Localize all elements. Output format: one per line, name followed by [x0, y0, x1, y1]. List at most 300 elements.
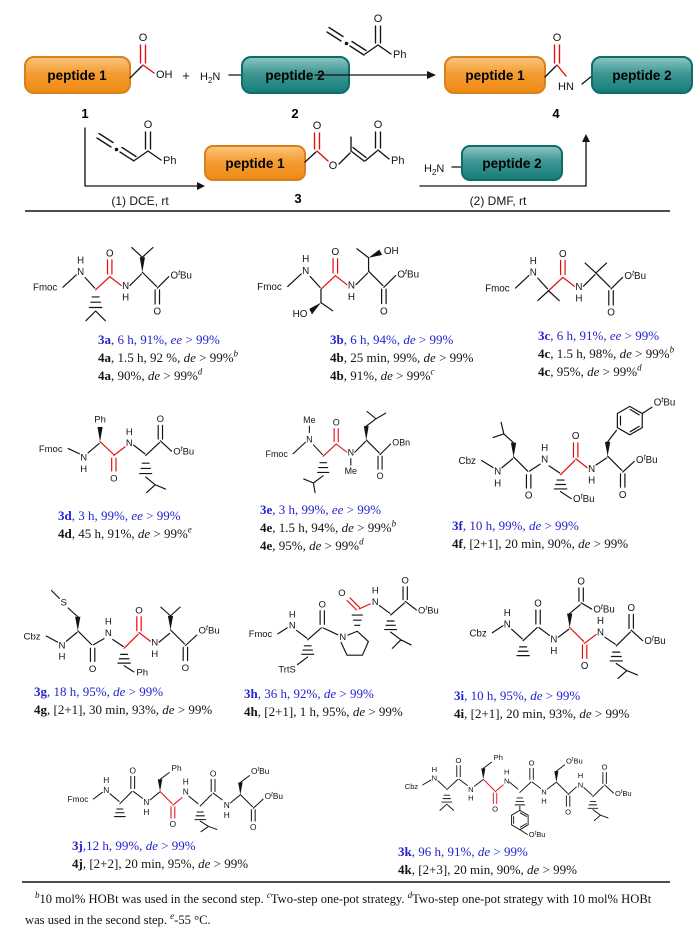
bonds: [46, 591, 197, 672]
entry-results: [538, 327, 692, 381]
atom-label-o: O: [156, 413, 164, 425]
otbu-label: $O^tBu$: [644, 635, 666, 648]
compound-id: 3c: [538, 328, 551, 343]
atom-label-o: O: [89, 663, 97, 675]
otbu-label: $O^tBu$: [635, 453, 658, 467]
stereo-label: ee: [609, 328, 622, 343]
result-line: [330, 349, 474, 367]
entry-card-j: [24, 740, 354, 873]
result-fragment: , [2+1], 1 h, 95%,: [257, 704, 353, 719]
fmoc-label: Fmoc: [67, 794, 89, 805]
atom-label-n: N: [302, 265, 310, 277]
atom-label-h: H: [151, 649, 159, 660]
atom-label-o: O: [558, 248, 567, 260]
stereo-label: de: [587, 364, 600, 379]
result-line: [398, 843, 692, 861]
compound-number-3: 3: [294, 191, 302, 206]
result-line: [58, 525, 237, 543]
atom-label-h: H: [125, 426, 133, 438]
atom-label-o: O: [533, 598, 542, 610]
entry-card-h: [240, 562, 458, 721]
atom-label-n: N: [493, 466, 501, 478]
atom-label-n: N: [121, 280, 129, 292]
footnote-marker: b: [669, 344, 675, 355]
cbz-label: Cbz: [404, 782, 419, 791]
compound-id: 4b: [330, 368, 344, 383]
otbu-label: $O^tBu$: [572, 492, 595, 506]
result-fragment: > 99%: [621, 328, 660, 343]
compound-id: 3g: [34, 684, 47, 699]
atom-label-h: H: [348, 291, 356, 303]
atom-label-n: N: [587, 464, 595, 476]
entry-results: [330, 331, 474, 385]
atom-label-h: H: [103, 775, 110, 786]
atom-label-o: O: [138, 32, 148, 44]
result-fragment: , 36 h, 92%,: [257, 686, 324, 701]
result-fragment: > 99%: [343, 502, 382, 517]
atom-label-o: O: [210, 768, 217, 779]
result-fragment: , 3 h, 99%,: [71, 508, 132, 523]
otbu-label: $O^tBu$: [653, 395, 675, 409]
entry-card-d: [12, 390, 237, 543]
footnote-marker: d: [407, 889, 413, 900]
result-line: [72, 855, 354, 873]
atom-label-o: O: [601, 762, 608, 772]
atom-label-n: N: [348, 280, 356, 292]
result-fragment: , 1.5 h, 98%,: [550, 346, 620, 361]
result-fragment: > 99%: [392, 368, 431, 383]
stereo-label: de: [380, 368, 393, 383]
bonds: [492, 588, 642, 679]
footnotes: [25, 889, 673, 931]
stereo-label: ee: [170, 332, 183, 347]
allenone-reagent-top: [327, 13, 406, 61]
result-fragment: , [2+2], 20 min, 95%,: [82, 856, 199, 871]
result-fragment: , 25 min, 99%,: [343, 350, 424, 365]
peptide1-label: peptide 1: [47, 68, 107, 83]
phenyl-label: Ph: [391, 155, 405, 167]
otbu-label: $O^tBu$: [528, 830, 546, 840]
result-fragment: > 99%: [174, 702, 213, 717]
atom-label-h: H: [504, 767, 510, 777]
result-line: [260, 537, 463, 555]
atom-label-n: N: [80, 452, 88, 464]
atom-label-n: N: [151, 637, 159, 649]
result-fragment: > 99%: [125, 684, 164, 699]
compound-id: 3j: [72, 838, 83, 853]
footnote-marker: e: [170, 910, 175, 921]
atom-label-n: N: [125, 438, 133, 449]
atom-label-o: O: [332, 417, 340, 428]
entry-results: [454, 687, 692, 723]
result-line: [98, 331, 235, 349]
footnote-text: 10 mol% HOBt was used in the second step.: [39, 892, 267, 906]
fmoc-label: Fmoc: [257, 282, 283, 294]
atom-label-n: N: [577, 780, 584, 790]
structure-3f: [455, 386, 679, 512]
stereo-label: ee: [131, 508, 143, 523]
atom-label-n: N: [347, 447, 355, 458]
result-line: [454, 687, 692, 705]
atom-label-h: H: [431, 764, 438, 774]
atom-label-o: O: [129, 765, 137, 776]
stereo-label: de: [579, 706, 592, 721]
arrow-head: [427, 71, 436, 79]
atom-label-o: O: [331, 247, 340, 259]
atom-label-n: N: [103, 785, 110, 796]
atom-label-n: N: [596, 627, 604, 639]
peptide2-label: peptide 2: [612, 68, 672, 83]
footnote-marker: c: [430, 366, 435, 377]
stereo-label: de: [528, 518, 542, 533]
result-fragment: , 3 h, 99%,: [272, 502, 332, 517]
compound-id: 4a: [98, 368, 111, 383]
atom-label-n: N: [504, 776, 510, 786]
bonds: [481, 406, 651, 498]
phenyl-label: Ph: [171, 763, 182, 774]
compound-number-2: 2: [291, 106, 299, 121]
result-line: [398, 861, 692, 879]
atom-label-h: H: [541, 796, 547, 806]
atom-label-n: N: [575, 281, 583, 293]
compound-id: 4b: [330, 350, 344, 365]
result-fragment: > 99%: [415, 332, 454, 347]
allenone-reagent-bottom: [97, 119, 176, 167]
atom-label-n: N: [306, 434, 313, 445]
atom-label-h: H: [503, 608, 511, 620]
result-fragment: > 99%: [353, 520, 392, 535]
cbz-label: Cbz: [23, 631, 41, 643]
footnote-marker: b: [233, 348, 239, 359]
result-line: [34, 701, 244, 719]
atom-label-o: O: [153, 306, 161, 318]
atom-label-h: H: [76, 255, 84, 267]
result-fragment: , 45 h, 91%,: [71, 526, 138, 541]
footnote-marker: b: [35, 889, 40, 900]
atom-label-o: O: [565, 807, 572, 817]
compound-id: 4e: [260, 538, 273, 553]
entry-card-i: [452, 566, 692, 723]
atom-label-o: O: [376, 470, 384, 481]
result-fragment: , 6 h, 91%,: [111, 332, 171, 347]
footnote-marker: e: [187, 524, 192, 535]
phenyl-label: Ph: [94, 414, 106, 426]
atom-label-h: H: [58, 651, 66, 663]
structure-3g: [20, 566, 232, 678]
atom-label-o: O: [524, 490, 533, 502]
footnote-marker: d: [197, 366, 203, 377]
otbu-label: $O^tBu$: [198, 624, 220, 637]
footnote-marker: d: [359, 536, 364, 547]
amine-label: $H_2N$: [200, 71, 221, 85]
atom-label-n: N: [541, 787, 547, 797]
result-line: [72, 837, 354, 855]
peptide1-label: peptide 1: [225, 156, 285, 171]
result-fragment: > 99%: [435, 350, 474, 365]
result-fragment: ,12 h, 99%,: [82, 838, 146, 853]
entry-card-e: [238, 392, 463, 555]
atom-label-n: N: [143, 797, 150, 808]
result-fragment: , 90%,: [111, 368, 148, 383]
atom-label-o: O: [580, 660, 589, 672]
result-fragment: > 99%: [160, 368, 198, 383]
atom-label-n: N: [503, 619, 511, 631]
entry-card-g: [8, 566, 244, 719]
fmoc-label: Fmoc: [32, 282, 57, 294]
footnote-text: Two-step one-pot strategy.: [270, 892, 408, 906]
step2-conditions: (2) DMF, rt: [469, 194, 527, 208]
atom-label-o: O: [528, 758, 535, 768]
result-line: [244, 685, 458, 703]
compound-id: 4c: [538, 346, 551, 361]
arrow-head: [582, 134, 590, 142]
atom-label-o: O: [312, 120, 322, 132]
amine-label: $H_2N$: [424, 163, 445, 177]
result-fragment: > 99%: [210, 856, 249, 871]
result-fragment: , 95%,: [272, 538, 310, 553]
stereo-label: de: [619, 346, 632, 361]
result-line: [454, 705, 692, 723]
cbz-label: Cbz: [458, 456, 476, 468]
atom-label-o: O: [380, 306, 388, 318]
structure-3a: [26, 222, 220, 326]
atom-label-n: N: [431, 773, 438, 783]
peptide2-label: peptide 2: [265, 68, 325, 83]
stereo-label: de: [147, 368, 161, 383]
obn-label: OBn: [392, 437, 411, 448]
compound-id: 4c: [538, 364, 551, 379]
result-fragment: > 99%: [195, 350, 234, 365]
stereo-label: de: [323, 686, 337, 701]
compound-id: 4e: [260, 520, 273, 535]
compound-number-1: 1: [81, 106, 89, 121]
otbu-label: $O^tBu$: [173, 446, 195, 458]
phenyl-label: Ph: [136, 667, 149, 678]
atom-label-h: H: [577, 770, 584, 780]
atom-label-h: H: [529, 255, 537, 267]
atom-label-o: O: [618, 489, 627, 501]
entry-results: [98, 331, 239, 385]
step1-conditions: (1) DCE, rt: [111, 194, 169, 208]
trts-label: TrtS: [278, 663, 296, 675]
atom-label-n: N: [289, 619, 296, 631]
otbu-label: $O^tBu$: [251, 766, 270, 777]
result-fragment: > 99%: [150, 526, 188, 541]
result-line: [452, 535, 693, 553]
atom-label-n: N: [339, 630, 347, 642]
bonds: [93, 773, 263, 832]
entry-card-c: [460, 222, 692, 381]
stereo-label: de: [403, 332, 416, 347]
structure-3e: [259, 392, 442, 496]
result-line: [260, 519, 463, 537]
atom-label-h: H: [596, 616, 604, 627]
otbu-label: $O^tBu$: [418, 604, 439, 616]
result-fragment: , [2+3], 20 min, 90%,: [411, 862, 528, 877]
cbz-label: Cbz: [469, 628, 487, 640]
result-line: [260, 501, 463, 519]
stereo-label: de: [113, 684, 126, 699]
atom-label-s: S: [60, 597, 68, 609]
compound-id: 4j: [72, 856, 83, 871]
result-line: [58, 507, 237, 525]
atom-label-h: H: [550, 645, 558, 657]
structure-3k: [402, 738, 642, 840]
result-line: [98, 348, 239, 367]
atom-label-h: H: [372, 584, 379, 596]
atom-label-n: N: [372, 595, 379, 607]
result-fragment: > 99%: [365, 704, 403, 719]
atom-label-h: H: [575, 293, 583, 305]
atom-label-o: O: [571, 431, 580, 443]
atom-label-h: H: [540, 442, 548, 454]
atom-label-o: O: [627, 602, 635, 614]
atom-label-n: N: [468, 784, 474, 794]
methyl-label: Me: [344, 466, 358, 477]
footnote-text: -55 °C.: [174, 913, 211, 927]
compound-id: 3b: [330, 332, 344, 347]
result-fragment: , 10 h, 95%,: [464, 688, 531, 703]
result-line: [330, 331, 460, 349]
result-fragment: , 91%,: [343, 368, 381, 383]
atom-label-h: H: [182, 776, 189, 787]
otbu-label: $O^tBu$: [615, 788, 632, 798]
atom-label-o: O: [552, 32, 562, 44]
entry-card-k: [352, 738, 692, 879]
entry-card-b: [238, 220, 474, 385]
entry-results: [398, 843, 692, 879]
result-fragment: , 1.5 h, 92 %,: [111, 350, 184, 365]
atom-label-h: H: [493, 478, 501, 490]
result-fragment: > 99%: [590, 536, 629, 551]
fmoc-label: Fmoc: [248, 628, 273, 640]
result-line: [538, 363, 692, 381]
footnote-marker: d: [637, 362, 642, 373]
plus-sign: +: [182, 68, 190, 83]
atom-label-n: N: [76, 266, 84, 278]
atom-label-n: N: [550, 634, 558, 646]
bonds: [423, 762, 614, 834]
atom-label-n: N: [105, 628, 112, 639]
result-line: [452, 517, 693, 535]
atom-label-o: O: [455, 755, 462, 765]
fmoc-label: Fmoc: [38, 444, 63, 456]
stereo-label: de: [530, 688, 543, 703]
otbu-label: $O^tBu$: [397, 267, 420, 281]
result-fragment: , [2+1], 20 min, 90%,: [462, 536, 579, 551]
result-fragment: > 99%: [539, 862, 577, 877]
fmoc-label: Fmoc: [484, 283, 510, 295]
compound-id: 3e: [260, 502, 273, 517]
result-fragment: > 99%: [490, 844, 528, 859]
divider-bottom: [22, 881, 670, 883]
stereo-label: de: [137, 526, 151, 541]
reaction-scheme: O Ph peptide 1 O OH + $H_2N$ peptide 2 1 2 peptide 1 O HN peptide 2 4 (1) DCE, rt peptide 1 O O O Ph 3 (2) DMF, rt $H_2N$ peptide 2: [0, 0, 695, 213]
result-fragment: > 99%: [631, 346, 670, 361]
entry-results: [260, 501, 463, 555]
atom-label-o: O: [338, 587, 346, 599]
result-line: [34, 683, 244, 701]
atom-label-h: H: [289, 608, 296, 620]
stereo-label: de: [183, 350, 196, 365]
result-fragment: , [2+1], 30 min, 93%,: [47, 702, 163, 717]
footnote-marker: b: [391, 518, 397, 529]
fmoc-label: Fmoc: [265, 449, 288, 459]
entry-results: [34, 683, 244, 719]
atom-label-o: O: [181, 663, 190, 674]
result-fragment: , 6 h, 94%,: [343, 332, 404, 347]
stereo-label: de: [162, 702, 175, 717]
result-fragment: > 99%: [336, 686, 374, 701]
result-fragment: > 99%: [142, 508, 181, 523]
result-fragment: > 99%: [591, 706, 630, 721]
compound-id: 4i: [454, 706, 465, 721]
result-fragment: > 99%: [599, 364, 638, 379]
compound-id: 3f: [452, 518, 463, 533]
atom-label-oh: OH: [384, 246, 399, 258]
atom-label-o: O: [577, 576, 585, 588]
atom-label-oh: OH: [156, 69, 173, 81]
result-fragment: > 99%: [541, 518, 579, 533]
structure-3c: [478, 222, 674, 322]
result-fragment: > 99%: [321, 538, 360, 553]
structure-3j: [63, 740, 315, 834]
ester-o-label: O: [328, 160, 338, 172]
result-fragment: , 96 h, 91%,: [411, 844, 478, 859]
atom-label-o: O: [250, 822, 257, 833]
compound-id: 3d: [58, 508, 72, 523]
result-line: [244, 703, 458, 721]
entry-results: [244, 685, 458, 721]
atom-label-h: H: [143, 807, 150, 818]
result-fragment: , 1.5 h, 94%,: [272, 520, 342, 535]
atom-label-o: O: [169, 819, 177, 830]
methyl-label: Me: [303, 414, 316, 425]
compound-id: 3i: [454, 688, 465, 703]
stereo-label: de: [578, 536, 591, 551]
atom-label-o: O: [110, 473, 118, 485]
divider-top: [25, 210, 670, 212]
stereo-label: de: [341, 520, 354, 535]
result-line: [98, 367, 235, 385]
result-fragment: , 18 h, 95%,: [47, 684, 114, 699]
peptide1-label: peptide 1: [465, 68, 525, 83]
stereo-label: de: [145, 838, 158, 853]
atom-label-n: N: [540, 454, 548, 466]
otbu-label: $O^tBu$: [624, 269, 646, 283]
structure-3h: [247, 562, 451, 680]
entry-results: [452, 517, 693, 553]
result-fragment: , 6 h, 91%,: [550, 328, 610, 343]
atom-label-h: H: [302, 254, 310, 266]
atom-label-h: H: [121, 292, 129, 304]
atom-label-o: O: [492, 804, 499, 814]
atom-label-o: O: [135, 605, 143, 617]
result-fragment: > 99%: [182, 332, 220, 347]
otbu-label: $O^tBu$: [170, 269, 192, 282]
result-fragment: > 99%: [157, 838, 196, 853]
stereo-label: de: [352, 704, 366, 719]
compound-id: 3k: [398, 844, 412, 859]
structure-3i: [466, 566, 679, 682]
compound-id: 4a: [98, 350, 111, 365]
result-line: [538, 327, 692, 345]
result-line: [330, 367, 460, 385]
stereo-label: ee: [331, 502, 344, 517]
atom-label-o: O: [373, 119, 383, 131]
compound-id: 3h: [244, 686, 258, 701]
result-fragment: , [2+1], 20 min, 93%,: [464, 706, 580, 721]
